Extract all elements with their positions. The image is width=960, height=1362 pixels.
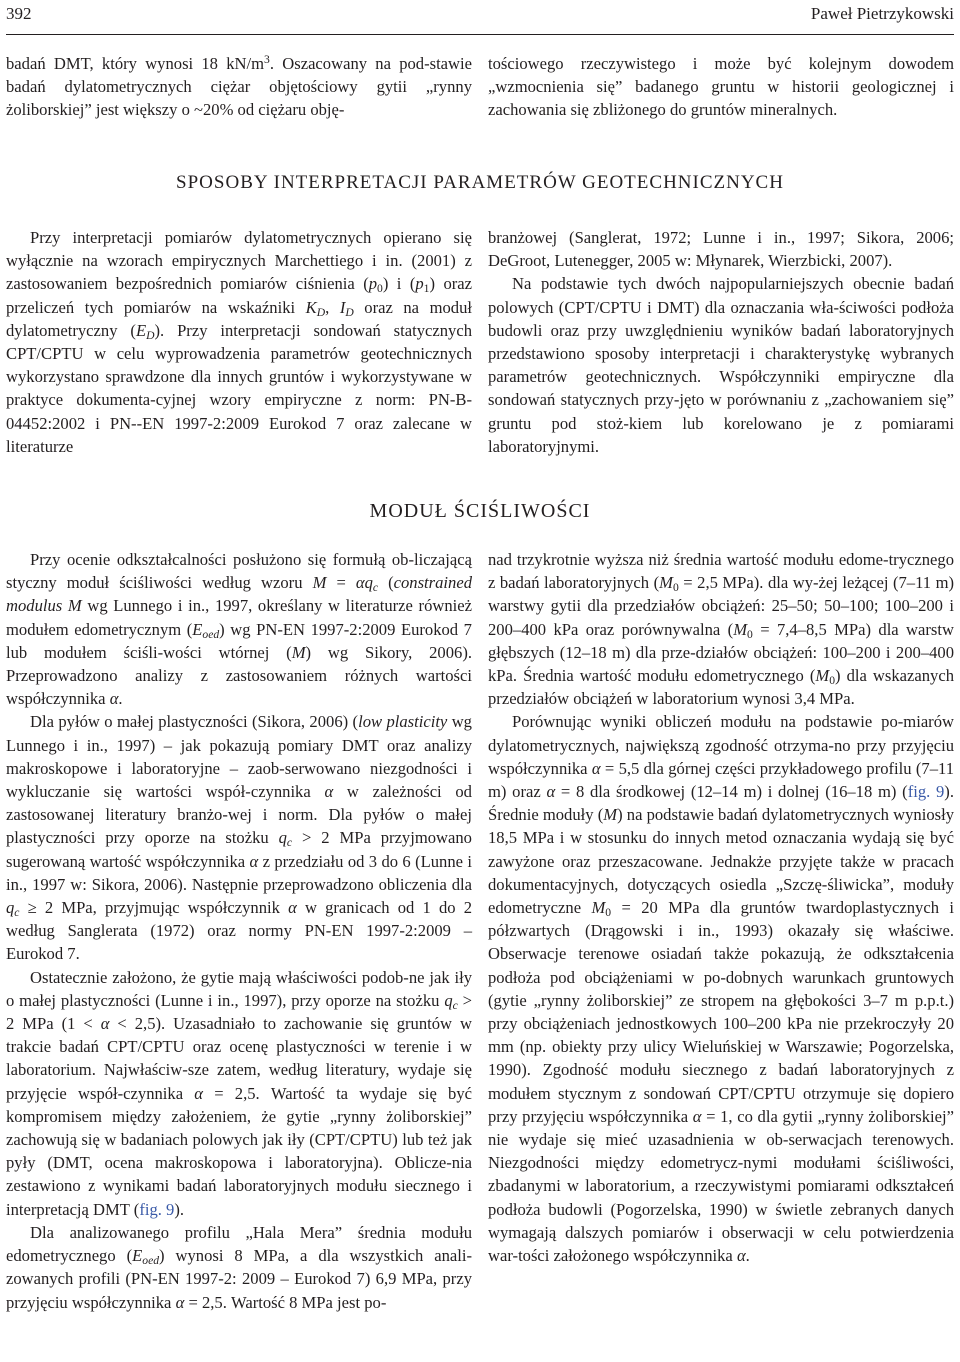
section-heading-interpretation: SPOSOBY INTERPRETACJI PARAMETRÓW GEOTECHNICZNYCH (176, 172, 784, 193)
paragraph: nad trzykrotnie wyższa niż średnia wartość modułu edome-trycznego z badań laboratoryjnych ($M_0 = 2,5$ MPa). dla wy-żej leżącej (7–11 m) warstwy gytii dla przedziałów obciążeń: 25–50; 50–100; 100–200 i 200–400 kPa oraz porównywalna ($M_0 = 7,4-8,5$ MPa) dla warstw głębszych (12–18 m) dla prze-działów obciążeń: 100–200 i 200–400 kPa. Średnia wartość modułu edometrycznego $(M_0)$ dla wskazanych przedziałów obciążeń w laboratorium wynosi 3,4 MPa. (488, 550, 955, 709)
paragraph: branżowej (Sanglerat, 1972; Lunne i in., 1997; Sikora, 2006; DeGroot, Lutenegger, 2005 w: Młynarek, Wierzbicki, 2007). (488, 228, 954, 271)
running-author: Paweł Pietrzykowski (810, 4, 954, 23)
paragraph: Przy interpretacji pomiarów dylatometrycznych opierano się wyłącznie na wzorach empirycznych Marchettiego i in. (2001) z zastosowaniem bezpośrednich pomiarów ciśnienia $(p_0)$ i $(p_1)$ oraz przeliczeń tych pomiarów na wskaźniki $K_D$, $I_D$ oraz na moduł dylatometryczny $(E_D)$. Przy interpretacji sondowań statycznych CPT/CPTU w celu wyprowadzenia parametrów geotechnicznych wykorzystano sprawdzone dla innych gruntów i wykorzystywane w praktyce dokumenta-cyjnej wzory empiryczne z norm: PN-B-04452:2002 i PN--EN 1997-2:2009 Eurokod 7 oraz zalecane w literaturze (6, 228, 472, 456)
continuation-left (6, 52, 472, 122)
figure-link[interactable]: fig. 9 (139, 1199, 175, 1219)
paragraph: Na podstawie tych dwóch najpopularniejszych obecnie badań polowych (CPT/CPTU i DMT) dla oznaczania wła-ściwości podłoża budowli oraz przy uwzględnieniu wyników badań laboratoryjnych przedstawiono sposoby interpretacji i charakterystykę wybranych parametrów geotechnicznych. Współczynniki empiryczne dla sondowań statycznych przy-jęto w porównaniu z „zachowaniem się” gruntu pod stoż-kiem lub korelowano je z pomiarami laboratoryjnymi. (488, 274, 954, 456)
section-heading-modulus: MODUŁ ŚCIŚLIWOŚCI (369, 500, 591, 522)
section1-left-column (6, 226, 472, 458)
section1-right-column (488, 226, 954, 458)
paragraph: Dla pyłów o małej plastyczności (Sikora, 2006) (low plasticity wg Lunnego i in., 1997) – jak pokazują pomiary DMT oraz analizy makroskopowe i laboratoryjne – zaob-serwowano niezgodności i wykluczanie się wartości współ-czynnika α w zależności od zastosowanej literatury branżo-wej i norm. Dla pyłów o małej plastyczności przy oporze na stożku $q_c > 2$ MPa przyjmowano sugerowaną wartość współczynnika α z przedziału od 3 do 6 (Lunne i in., 1997 w: Sikora, 2006). Następnie przeprowadzono obliczenia dla $q_c \ge 2$ MPa, przyjmując współczynnik α w granicach od 1 do 2 według Sanglerata (1972) oraz normy PN-EN 1997-2:2009 – Eurokod 7. (6, 712, 472, 964)
paragraph: Przy ocenie odkształcalności posłużono się formułą ob-liczającą styczny moduł ściśliwości według wzoru $M = \alpha q_c$ (constrained modulus M wg Lunnego i in., 1997, określany w literaturze również modułem edometrycznym $(E_{oed})$ wg PN-EN 1997-2:2009 Eurokod 7 lub modułem ściśli-wości wtórnej (M) wg Sikory, 2006). Przeprowadzono analizy z zastosowaniem różnych wartości współczynnika α. (6, 550, 472, 709)
section2-right-column (488, 548, 954, 1267)
paragraph: Porównując wyniki obliczeń modułu na podstawie po-miarów dylatometrycznych, największą zgodność otrzyma-no przy przyjęciu współczynnika α = 5,5 dla górnej części przykładowego profilu (7–11 m) oraz α = 8 dla środkowej (12–14 m) i dolnej (16–18 m) (fig. 9). Średnie moduły (M) na podstawie badań dylatometrycznych wyniosły 18,5 MPa i w stosunku do innych metod oznaczania wydają się być zawyżone oraz przeszacowane. Jednakże przyjęte także w pracach dokumentacyjnych, dotyczących osiedla „Szczę-śliwicka”, moduły edometryczne $M_0 = 20$ MPa dla gruntów twardoplastycznych i półzwartych (Drągowski i in., 1993) okazały się właściwe. Obserwacje terenowe osiadań także pokazują, że odkształcenia podłoża pod obciążeniami w po-dobnych warunkach gruntowych (gytie „rynny żoliborskiej” ze stropem na głębokości 3–7 m p.p.t.) przy obciążeniach jednostkowych 100–200 kPa nie przekroczyły 20 mm (np. obiekty przy ulicy Wieluńskiej w Warszawie; Pogorzelska, 1990). Zgodność modułu siecznego z badań laboratoryjnych z modułem stycznym z sondowań CPT/CPTU otrzymuje się dopiero przy przyjęciu współczynnika α = 1, co dla gytii „rynny żoliborskiej” nie wydaje się mieć uzasadnienia w ob-serwacjach terenowych. Niezgodności między edometrycz-nymi modułami ściśliwości, zbadanymi w laboratorium, a rzeczywistymi pomiarami odkształceń podłoża budowli (Pogorzelska, 1990) w świetle zebranych danych wymagają dalszych pomiarów i obserwacji w celu potwierdzenia war-tości założonego współczynnika α. (488, 712, 954, 1266)
page-number: 392 (6, 4, 32, 23)
continuation-right (488, 52, 954, 122)
running-header (6, 0, 954, 35)
paragraph: tościowego rzeczywistego i może być kolejnym dowodem „wzmocnienia się” badanego gruntu w historii geologicznej i zachowania się zbliżonego do gruntów mineralnych. (488, 54, 954, 120)
section2-left-column (6, 548, 472, 1314)
paragraph: badań DMT, który wynosi 18 $kN/m^3$. Oszacowany na pod-stawie badań dylatometrycznych ciężar objętościowy gytii „rynny żoliborskiej” jest większy o ~20% od ciężaru obję- (6, 53, 473, 120)
figure-link[interactable]: fig. 9 (907, 782, 945, 802)
paragraph: Ostatecznie założono, że gytie mają właściwości podob-ne jak iły o małej plastyczności (Lunne i in., 1997), przy oporze na stożku $q_c > 2$ MPa (1 < α < 2,5). Uzasadniało to zachowanie się gruntów w trakcie badań CPT/CPTU oraz ocenę plastyczności w terenie i w laboratorium. Najwłaściw-sze zatem, według literatury, wydaje się przyjęcie współ-czynnika α = 2,5. Wartość ta wydaje się być kompromisem między założeniem, że gytie „rynny żoliborskiej” zachowują się w badaniach polowych jak iły (CPT/CPTU) lub też jak pyły (DMT, ocena makroskopowa i laboratoryjna). Oblicze-nia zestawiono z wynikami badań laboratoryjnych modułu siecznego i interpretacją DMT (fig. 9). (6, 967, 472, 1219)
paragraph: Dla analizowanego profilu „Hala Mera” średnia modułu edometrycznego $(E_{oed})$ wynosi 8 MPa, a dla wszystkich anali-zowanych profili (PN-EN 1997-2: 2009 – Eurokod 7) 6,9 MPa, przy przyjęciu współczynnika α = 2,5. Wartość 8 MPa jest po- (6, 1222, 473, 1312)
